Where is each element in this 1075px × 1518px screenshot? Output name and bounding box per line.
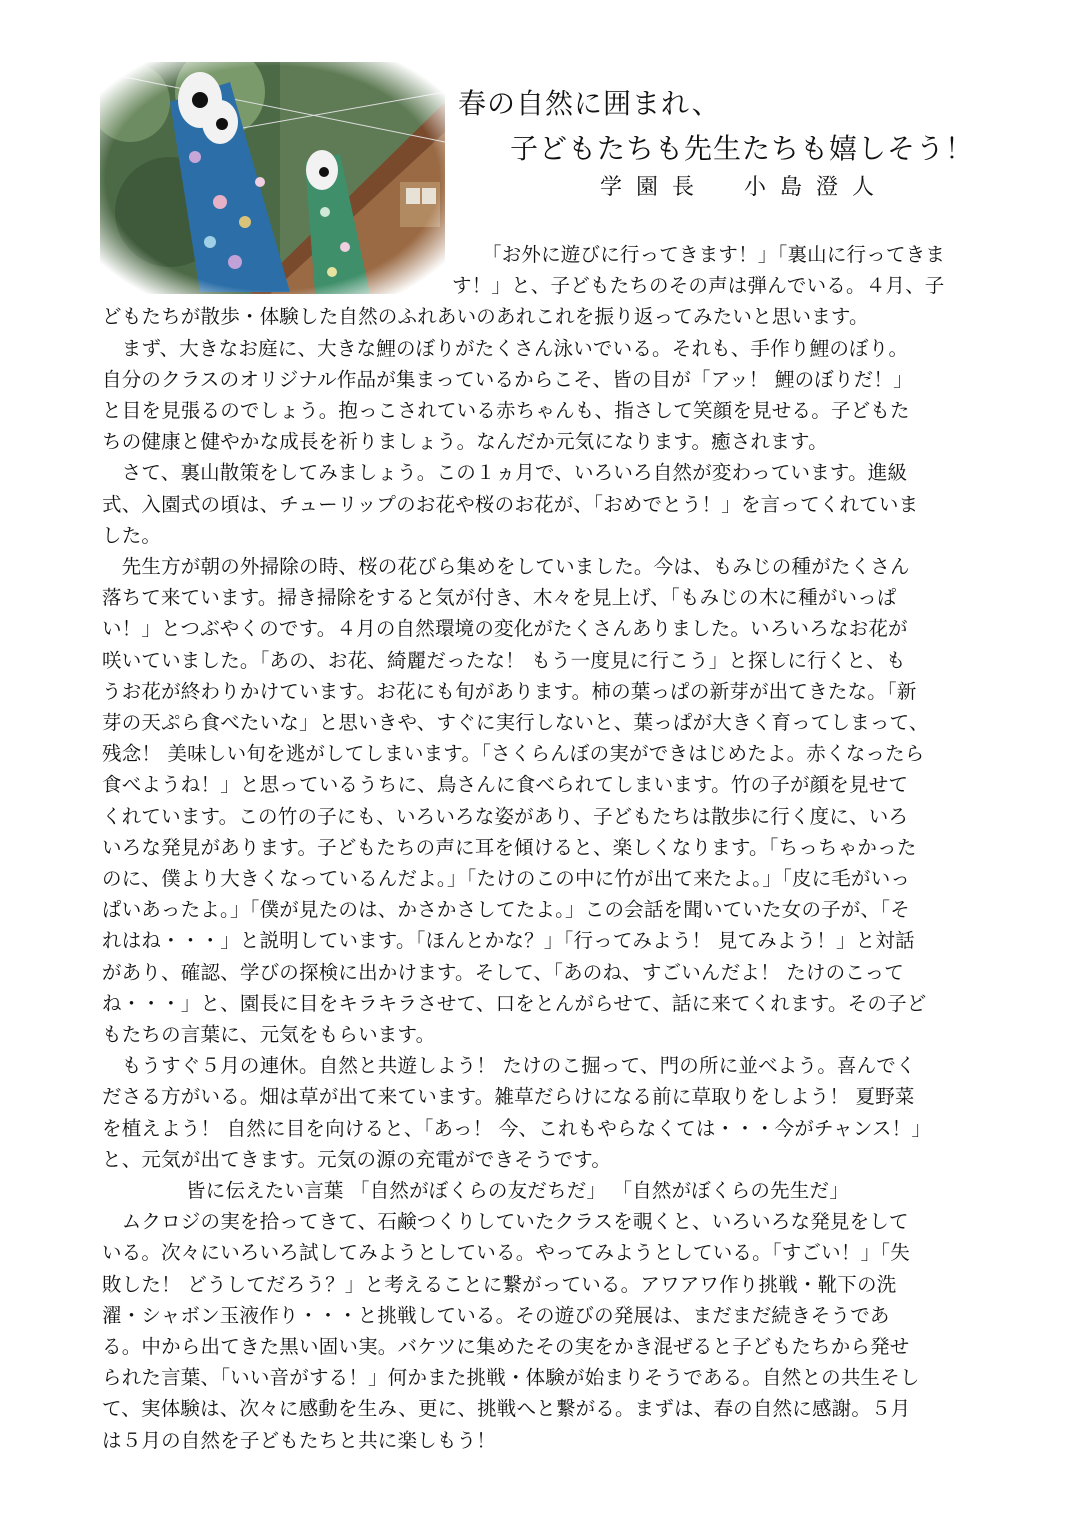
body-line: もうすぐ５月の連休。自然と共遊しよう！ たけのこ掘って、門の所に並べよう。喜んでく	[102, 1054, 916, 1078]
body-line: 皆に伝えたい言葉 「自然がぼくらの友だちだ」 「自然がぼくらの先生だ」	[186, 1179, 849, 1202]
body-line: 敗した！ どうしてだろう？」と考えることに繋がっている。アワアワ作り挑戦・靴下の洗	[102, 1272, 897, 1296]
body-line: れはね・・・」と説明しています。「ほんとかな？」「行ってみよう！ 見てみよう！」と対話	[102, 929, 915, 953]
body-line: もたちの言葉に、元気をもらいます。	[102, 1023, 436, 1046]
body-line: さて、裏山散策をしてみましょう。この１ヵ月で、いろいろ自然が変わっています。進級	[102, 461, 908, 485]
body-line: ちの健康と健やかな成長を祈りましょう。なんだか元気になります。癒されます。	[102, 430, 828, 454]
body-line: 残念！ 美味しい旬を逃がしてしまいます。「さくらんぼの実ができはじめたよ。赤くなったら	[102, 742, 925, 766]
body-line: くれています。この竹の子にも、いろいろな姿があり、子どもたちは散歩に行く度に、いろ	[102, 804, 909, 828]
body-line: いる。次々にいろいろ試してみようとしている。やってみようとしている。「すごい！」「失	[102, 1241, 910, 1265]
body-line: があり、確認、学びの探検に出かけます。そして、「あのね、すごいんだよ！ たけのこって	[102, 960, 905, 984]
body-line: 濯・シャボン玉液作り・・・と挑戦している。その遊びの発展は、まだまだ続きそうであ	[102, 1303, 890, 1327]
body-line: どもたちが散歩・体験した自然のふれあいのあれこれを振り返ってみたいと思います。	[102, 305, 869, 329]
body-line: ださる方がいる。畑は草が出て来ています。雑草だらけになる前に草取りをしよう！ 夏野菜	[102, 1085, 915, 1109]
body-line: 咲いていました。「あの、お花、綺麗だったな！ もう一度見に行こう」と探しに行くと、も	[102, 648, 906, 672]
body-line: 食べようね！」と思っているうちに、鳥さんに食べられてしまいます。竹の子が顔を見せて	[102, 773, 909, 797]
body-line: 式、入園式の頃は、チューリップのお花や桜のお花が、「おめでとう！」を言ってくれていま	[102, 492, 919, 516]
body-line: 自分のクラスのオリジナル作品が集まっているからこそ、皆の目が「アッ！ 鯉のぼりだ！」	[102, 367, 913, 391]
body-line: 先生方が朝の外掃除の時、桜の花びら集めをしていました。今は、もみじの種がたくさん	[102, 555, 910, 578]
body-line: 芽の天ぷら食べたいな」と思いきや、すぐに実行しないと、葉っぱが大きく育ってしまって、	[102, 711, 929, 734]
body-line: を植えよう！ 自然に目を向けると、「あっ！ 今、これもやらなくては・・・今がチャンス！」	[102, 1116, 932, 1140]
body-line: うお花が終わりかけています。お花にも旬があります。柿の葉っぱの新芽が出てきたな。「新	[102, 679, 917, 703]
body-line: て、実体験は、次々に感動を生み、更に、挑戦へと繋がる。まずは、春の自然に感謝。５月	[102, 1397, 911, 1421]
body-line: す！」と、子どもたちのその声は弾んでいる。４月、子	[452, 274, 945, 298]
body-line: した。	[102, 523, 162, 547]
body-line: いろな発見があります。子どもたちの声に耳を傾けると、楽しくなります。「ちっちゃかった	[102, 835, 917, 859]
body-line: 落ちて来ています。掃き掃除をすると気が付き、木々を見上げ、「もみじの木に種がいっぱ	[102, 586, 897, 610]
body-line: ぱいあったよ。」「僕が見たのは、かさかさしてたよ。」この会話を聞いていた女の子が、「そ	[102, 898, 910, 922]
body-line: と目を見張るのでしょう。抱っこされている赤ちゃんも、指さして笑顔を見せる。子どもた	[102, 399, 910, 422]
koinobori-photo	[100, 62, 445, 294]
body-line: のに、僕より大きくなっているんだよ。」「たけのこの中に竹が出て来たよ。」「皮に毛がいっ	[102, 867, 911, 890]
body-line: は５月の自然を子どもたちと共に楽しもう！	[102, 1428, 497, 1452]
body-line: る。中から出てきた黒い固い実。バケツに集めたその実をかき混ぜると子どもたちから発せ	[102, 1335, 910, 1358]
body-line: ムクロジの実を拾ってきて、石鹸つくりしていたクラスを覗くと、いろいろな発見をして	[102, 1210, 909, 1234]
body-line: い！」とつぶやくのです。４月の自然環境の変化がたくさんありました。いろいろなお花が	[102, 617, 908, 641]
body-line: ね・・・」と、園長に目をキラキラさせて、口をとんがらせて、話に来てくれます。その子ど	[102, 991, 927, 1015]
body-line: と、元気が出てきます。元気の源の充電ができそうです。	[102, 1147, 612, 1171]
body-line: まず、大きなお庭に、大きな鯉のぼりがたくさん泳いでいる。それも、手作り鯉のぼり。	[102, 336, 909, 360]
body-line: 「お外に遊びに行ってきます！」「裏山に行ってきま	[482, 243, 946, 266]
author-signature: 学園長 小島澄人	[600, 175, 889, 200]
title-line-2: 子どもたちも先生たちも嬉しそう！	[510, 132, 975, 165]
body-line: られた言葉、「いい音がする！」何かまた挑戦・体験が始まりそうである。自然との共生そし	[102, 1366, 920, 1390]
title-line-1: 春の自然に囲まれ、	[458, 87, 721, 120]
